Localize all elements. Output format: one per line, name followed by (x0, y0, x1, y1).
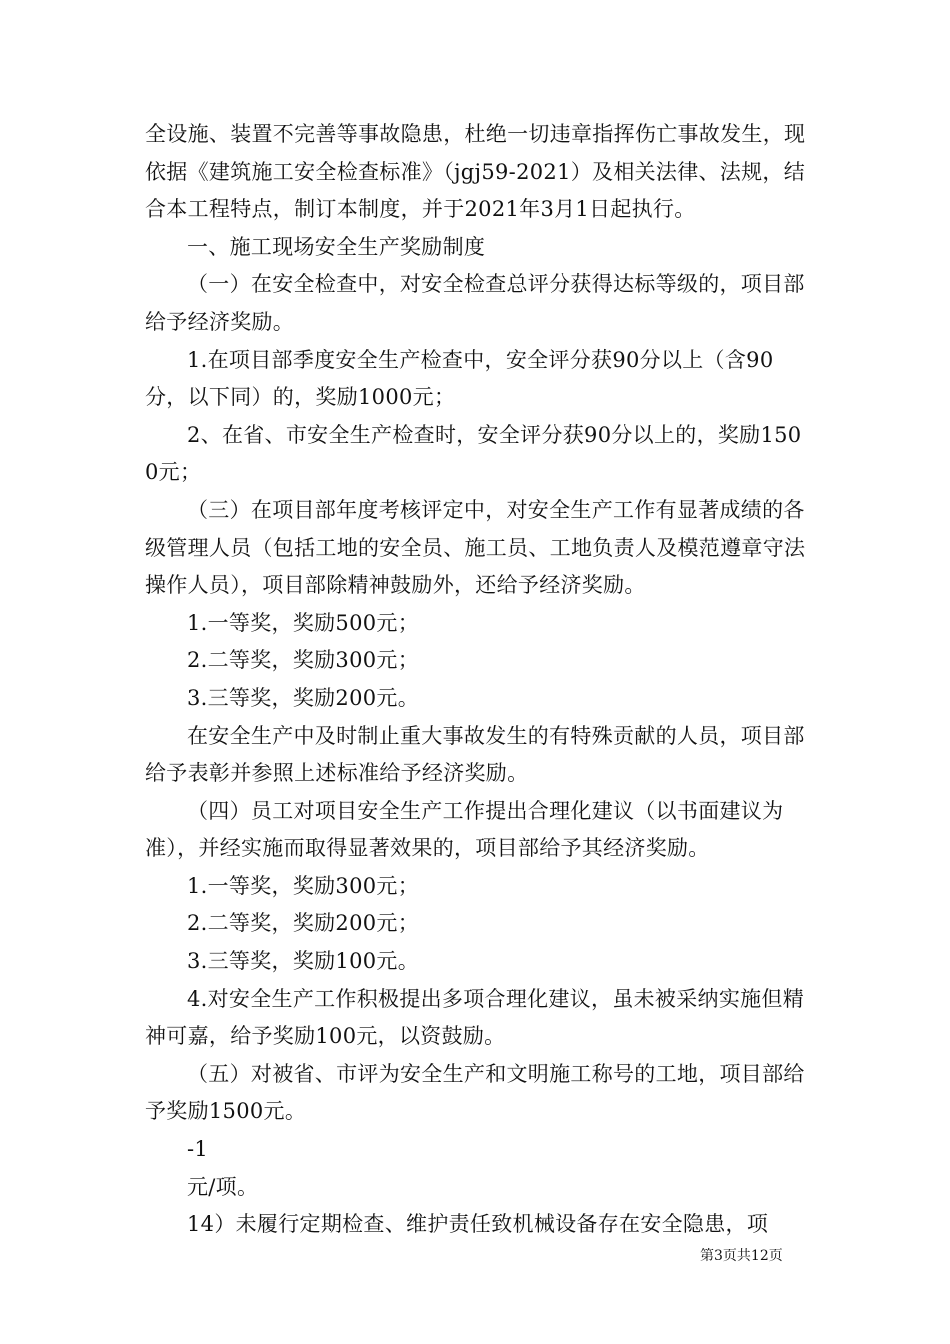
document-body (145, 116, 810, 1244)
section-heading: 一、施工现场安全生产奖励制度 (187, 234, 486, 259)
paragraph: 1.在项目部季度安全生产检查中，安全评分获90分以上（含90分，以下同）的，奖励1000元； (145, 347, 774, 410)
list-item: 1.一等奖，奖励500元； (187, 610, 420, 635)
list-item: 1.一等奖，奖励300元； (187, 873, 420, 898)
paragraph: （四）员工对项目安全生产工作提出合理化建议（以书面建议为准），并经实施而取得显著效果的，项目部给予其经济奖励。 (145, 798, 784, 861)
paragraph: （一）在安全检查中，对安全检查总评分获得达标等级的，项目部给予经济奖励。 (145, 272, 805, 334)
paragraph: 元/项。 (187, 1174, 259, 1199)
list-item: 2.二等奖，奖励200元； (187, 911, 420, 936)
list-item: 3.三等奖，奖励200元。 (187, 685, 420, 710)
paragraph: -1 (187, 1137, 209, 1162)
paragraph: （三）在项目部年度考核评定中，对安全生产工作有显著成绩的各级管理人员（包括工地的安全员、施工员、工地负责人及模范遵章守法操作人员），项目部除精神鼓励外，还给予经济奖励。 (145, 497, 806, 598)
paragraph: 全设施、装置不完善等事故隐患，杜绝一切违章指挥伤亡事故发生，现依据《建筑施工安全检查标准》（jgj59-2021）及相关法律、法规，结合本工程特点，制订本制度，并于2021年3月1日起执行。 (145, 122, 806, 222)
list-item: 3.三等奖，奖励100元。 (187, 949, 420, 974)
page-number: 第3页共12页 (700, 1248, 783, 1264)
paragraph: 2、在省、市安全生产检查时，安全评分获90分以上的，奖励1500元； (145, 422, 802, 485)
paragraph: 在安全生产中及时制止重大事故发生的有特殊贡献的人员，项目部给予表彰并参照上述标准给予经济奖励。 (145, 723, 805, 786)
list-item: 2.二等奖，奖励300元； (187, 648, 420, 673)
paragraph: （五）对被省、市评为安全生产和文明施工称号的工地，项目部给予奖励1500元。 (145, 1061, 805, 1124)
list-item: 4.对安全生产工作积极提出多项合理化建议，虽未被采纳实施但精神可嘉，给予奖励100元，以资鼓励。 (145, 986, 805, 1049)
paragraph: 14）未履行定期检查、维护责任致机械设备存在安全隐患，项 (187, 1212, 769, 1237)
